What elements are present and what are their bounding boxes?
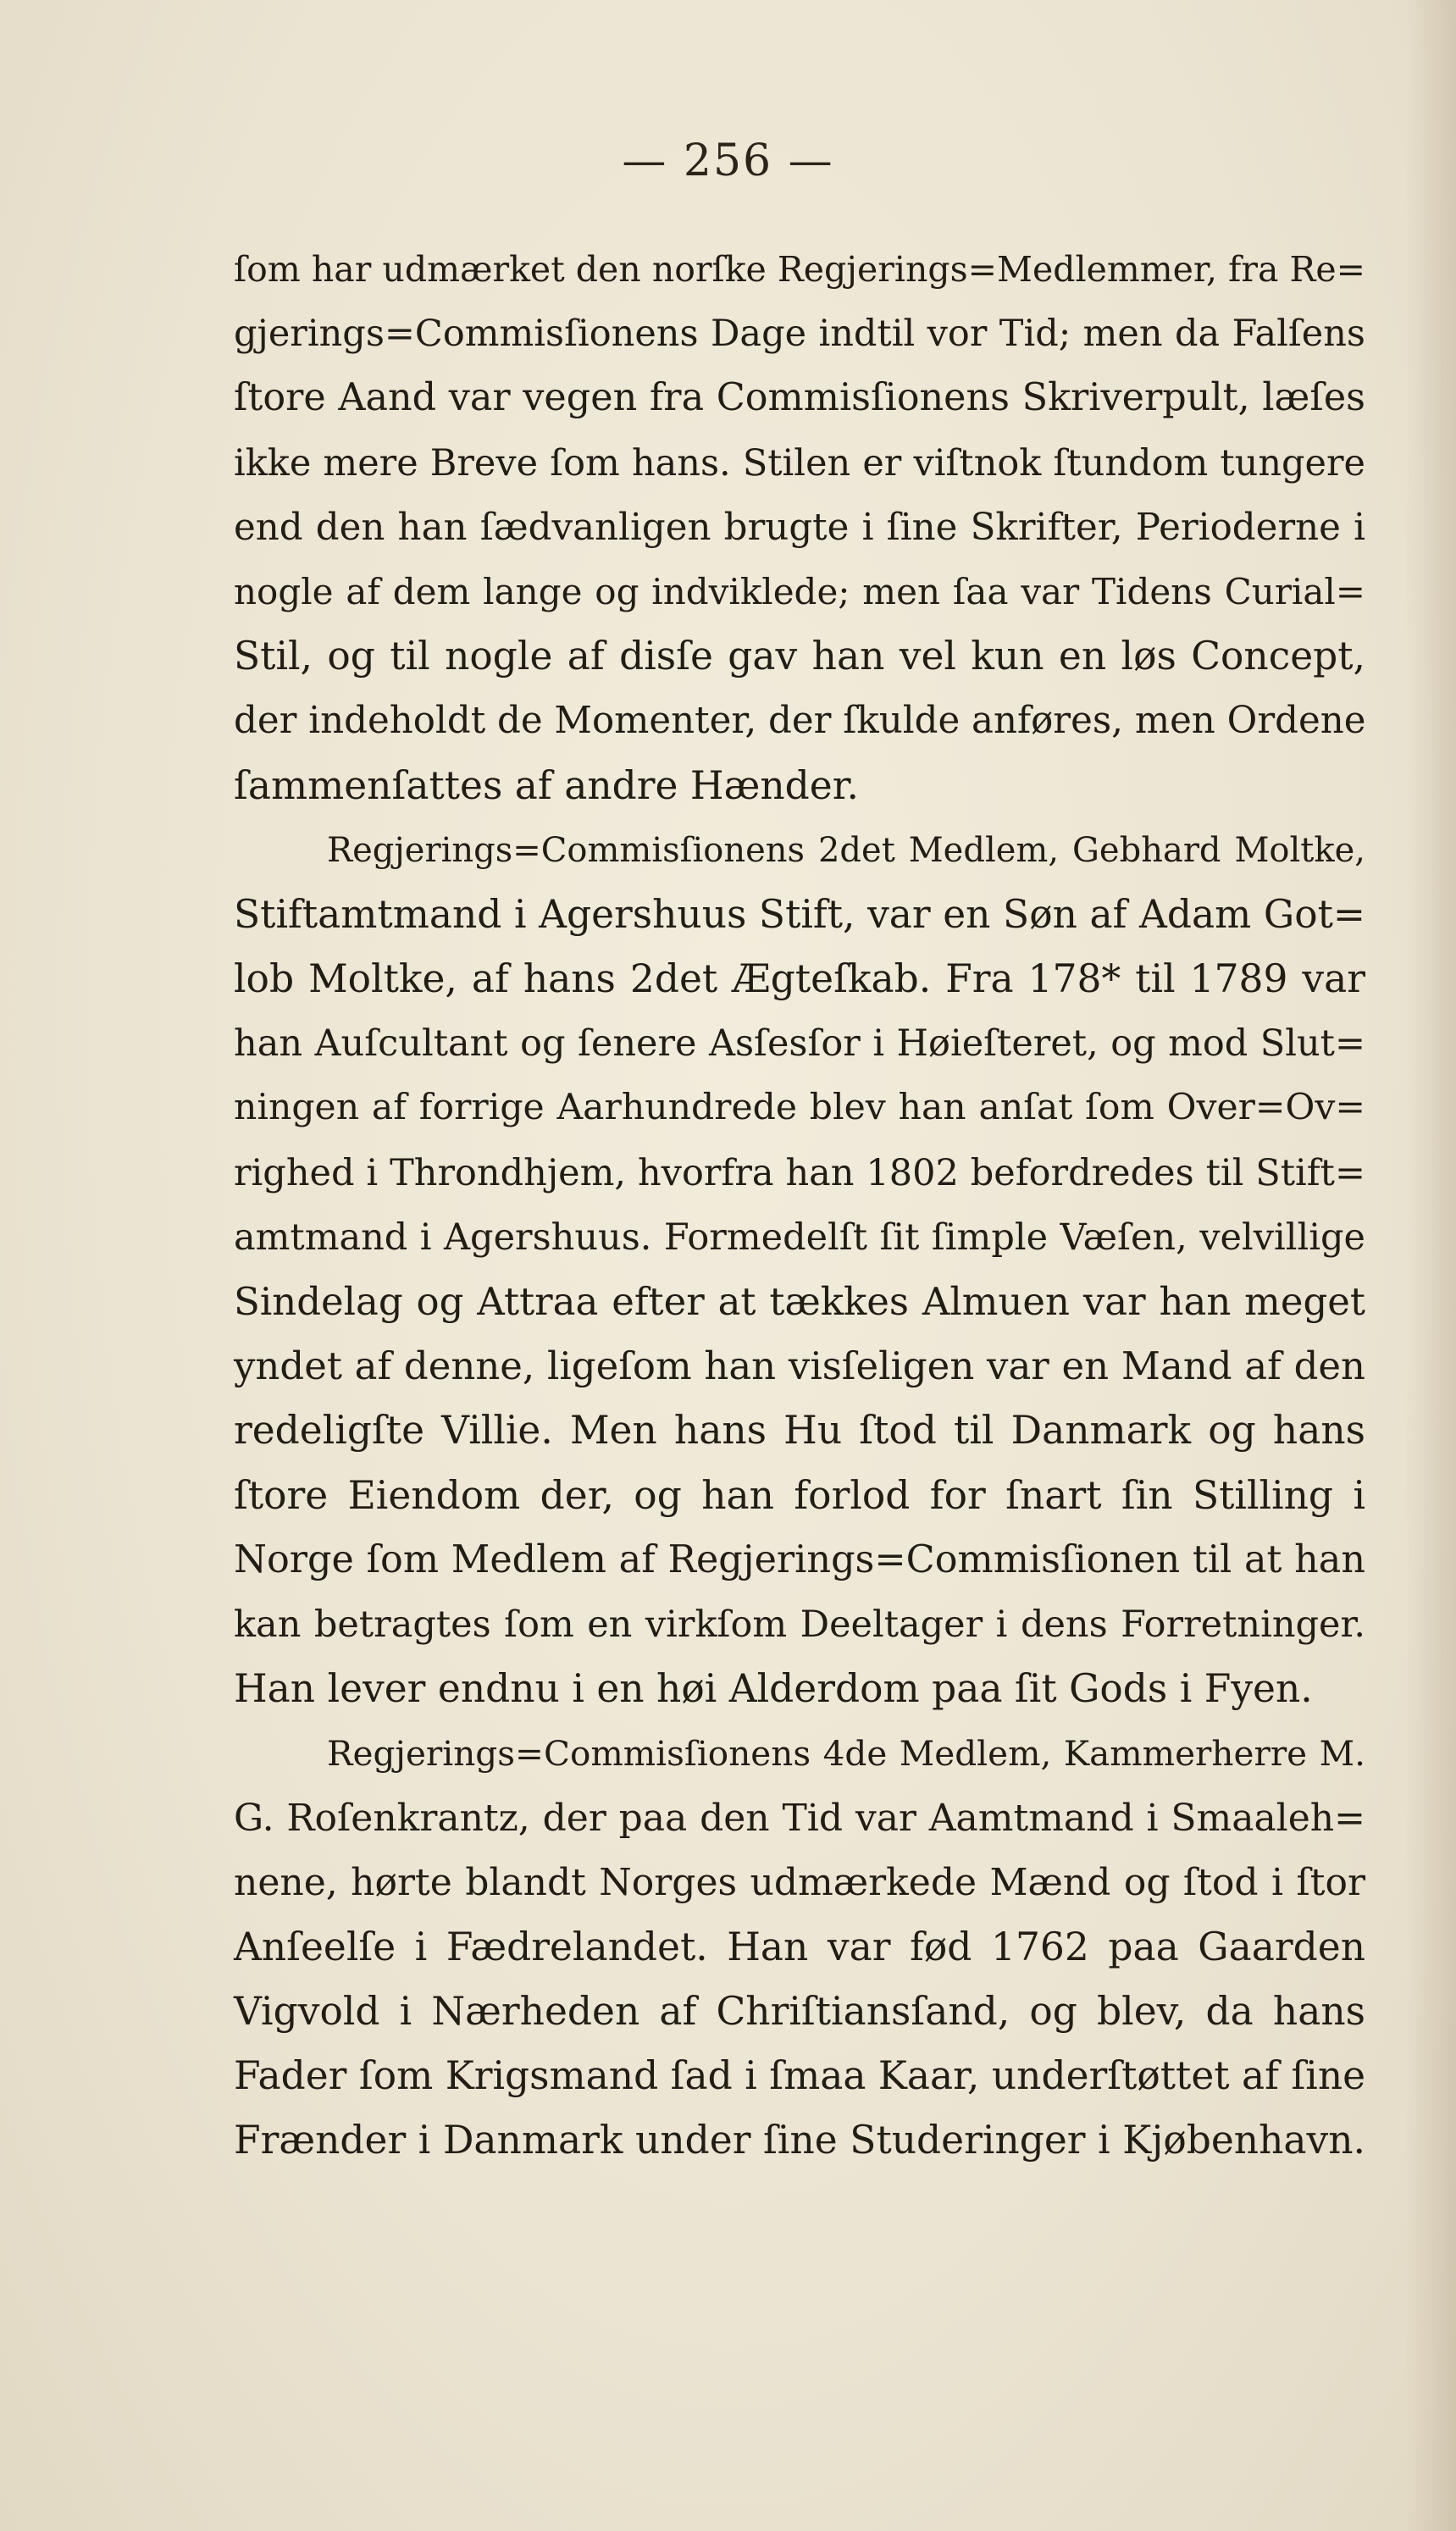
text-line: Stiftamtmand i Agershuus Stift, var en Søn af Adam Got=: [234, 891, 1365, 937]
text-line: end den han ſædvanligen brugte i ſine Skrifter, Perioderne i: [234, 506, 1365, 549]
text-line: yndet af denne, ligeſom han visſeligen var en Mand af den: [234, 1343, 1365, 1389]
text-line: ningen af forrige Aarhundrede blev han anſat ſom Over=Ov=: [234, 1087, 1365, 1129]
text-line: gjerings=Commisſionens Dage indtil vor Tid; men da Falſens: [234, 313, 1365, 356]
text-line: ſtore Aand var vegen fra Commisſionens Skriverpult, læſes: [234, 376, 1365, 420]
text-line: amtmand i Agershuus. Formedelſt ſit ſimple Væſen, velvillige: [234, 1216, 1365, 1259]
text-line: ſammenſattes af andre Hænder.: [234, 762, 859, 808]
text-line: redeligſte Villie. Men hans Hu ſtod til Danmark og hans: [234, 1408, 1365, 1454]
text-line: Stil, og til nogle af disſe gav han vel kun en løs Concept,: [234, 634, 1365, 679]
text-line: nene, hørte blandt Norges udmærkede Mænd og ſtod i ſtor: [234, 1860, 1365, 1904]
text-line: Regjerings=Commisſionens 4de Medlem, Kammerherre M.: [327, 1733, 1365, 1775]
text-line: nogle af dem lange og indviklede; men ſaa var Tidens Curial=: [234, 570, 1365, 612]
text-line: lob Moltke, af hans 2det Ægteſkab. Fra 178* til 1789 var: [234, 956, 1365, 1002]
body-text: [234, 237, 1365, 2174]
text-line: Anſeelſe i Fædrelandet. Han var fød 1762 paa Gaarden: [234, 1924, 1365, 1969]
text-line: Frænder i Danmark under ſine Studeringer i Kjøbenhavn.: [234, 2118, 1365, 2163]
text-line: ſom har udmærket den norſke Regjerings=Medlemmer, fra Re=: [234, 249, 1365, 290]
text-line: ſtore Eiendom der, og han forlod for ſnart ſin Stilling i: [234, 1472, 1365, 1518]
text-line: der indeholdt de Momenter, der ſkulde anføres, men Ordene: [234, 700, 1366, 743]
text-line: kan betragtes ſom en virkſom Deeltager i dens Forretninger.: [234, 1603, 1365, 1646]
page-edge-shadow: [1405, 0, 1456, 2531]
text-line: Norge ſom Medlem af Regjerings=Commisſionen til at han: [234, 1537, 1365, 1581]
text-line: Regjerings=Commisſionens 2det Medlem, Gebhard Moltke,: [327, 830, 1365, 870]
text-line: righed i Throndhjem, hvorfra han 1802 befordredes til Stift=: [234, 1151, 1365, 1194]
text-line: Sindelag og Attraa efter at tækkes Almuen var han meget: [234, 1279, 1365, 1324]
text-line: ikke mere Breve ſom hans. Stilen er viſtnok ſtundom tungere: [234, 441, 1365, 485]
text-line: Fader ſom Krigsmand ſad i ſmaa Kaar, underſtøttet af ſine: [234, 2053, 1366, 2099]
text-line: Han lever endnu i en høi Alderdom paa ſit Gods i Fyen.: [234, 1666, 1313, 1712]
page-number: — 256 —: [622, 136, 834, 186]
text-line: han Auſcultant og ſenere Asſesſor i Høieſteret, og mod Slut=: [234, 1022, 1365, 1066]
text-line: G. Roſenkrantz, der paa den Tid var Aamtmand i Smaaleh=: [234, 1796, 1365, 1840]
text-line: Vigvold i Nærheden af Chriſtiansſand, og blev, da hans: [234, 1989, 1365, 2035]
